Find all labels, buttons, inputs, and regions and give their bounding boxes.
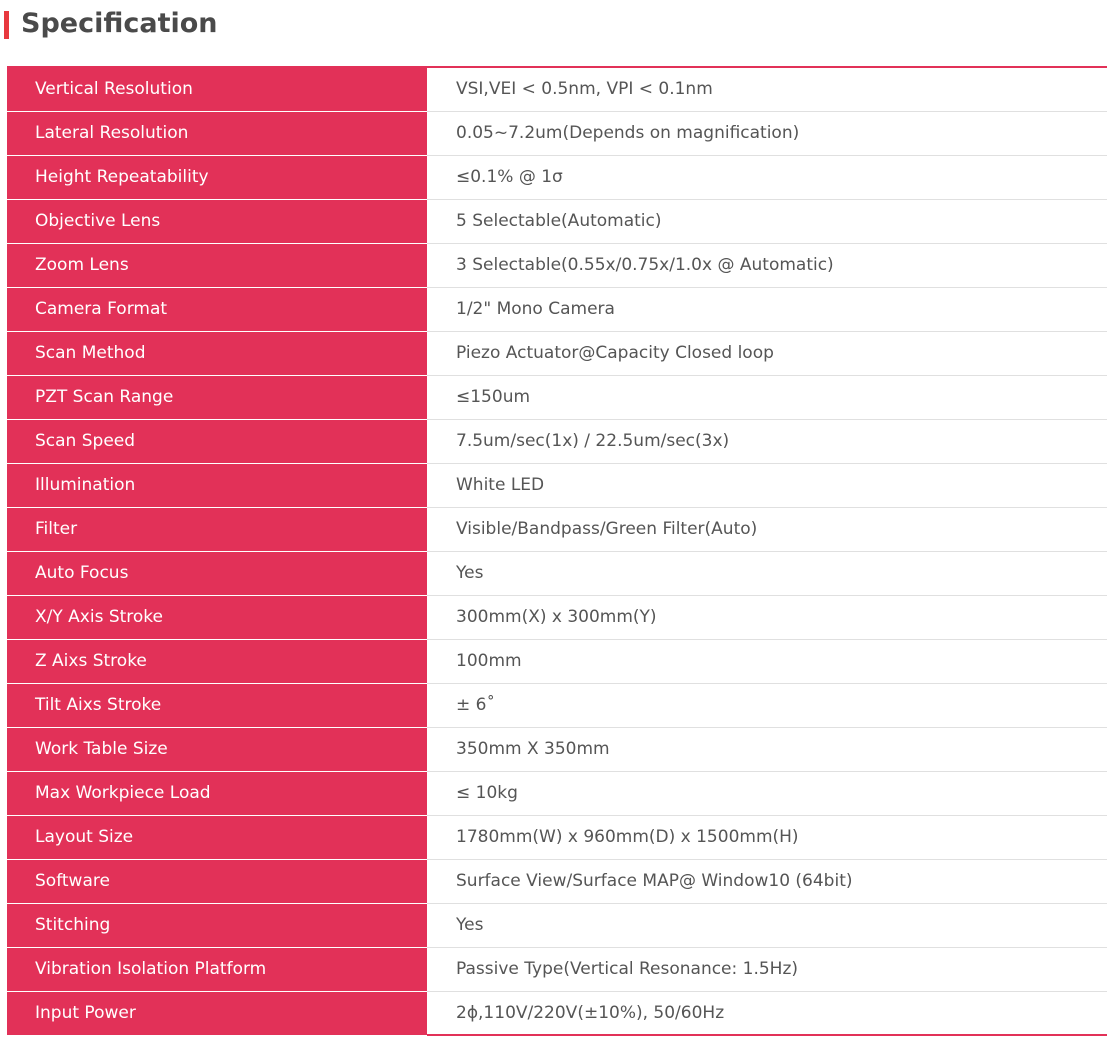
spec-value: 100mm <box>427 639 1107 683</box>
table-row <box>7 287 1107 331</box>
table-row <box>7 551 1107 595</box>
table-row <box>7 947 1107 991</box>
table-row <box>7 463 1107 507</box>
table-row <box>7 331 1107 375</box>
spec-label: PZT Scan Range <box>7 375 427 419</box>
spec-value: ≤ 10kg <box>427 771 1107 815</box>
spec-value: 5 Selectable(Automatic) <box>427 199 1107 243</box>
table-row <box>7 375 1107 419</box>
table-row <box>7 243 1107 287</box>
spec-label: Height Repeatability <box>7 155 427 199</box>
spec-label: Input Power <box>7 991 427 1035</box>
table-row <box>7 507 1107 551</box>
spec-label: Z Aixs Stroke <box>7 639 427 683</box>
table-row <box>7 859 1107 903</box>
spec-value: 2ɸ,110V/220V(±10%), 50/60Hz <box>427 991 1107 1035</box>
spec-label: Vibration Isolation Platform <box>7 947 427 991</box>
spec-label: Layout Size <box>7 815 427 859</box>
spec-value: VSI,VEI < 0.5nm, VPI < 0.1nm <box>427 67 1107 111</box>
table-row <box>7 639 1107 683</box>
table-row <box>7 111 1107 155</box>
spec-label: X/Y Axis Stroke <box>7 595 427 639</box>
spec-value: 7.5um/sec(1x) / 22.5um/sec(3x) <box>427 419 1107 463</box>
table-row <box>7 815 1107 859</box>
spec-value: ≤0.1% @ 1σ <box>427 155 1107 199</box>
specification-table <box>7 66 1107 1036</box>
spec-label: Zoom Lens <box>7 243 427 287</box>
table-row <box>7 771 1107 815</box>
spec-label: Lateral Resolution <box>7 111 427 155</box>
spec-value: Surface View/Surface MAP@ Window10 (64bit) <box>427 859 1107 903</box>
table-row <box>7 727 1107 771</box>
spec-value: 1780mm(W) x 960mm(D) x 1500mm(H) <box>427 815 1107 859</box>
table-row <box>7 991 1107 1035</box>
table-row <box>7 903 1107 947</box>
page-title: Specification <box>21 8 218 39</box>
spec-value: 0.05~7.2um(Depends on magnification) <box>427 111 1107 155</box>
spec-value: 1/2" Mono Camera <box>427 287 1107 331</box>
table-row <box>7 419 1107 463</box>
table-row <box>7 199 1107 243</box>
table-row <box>7 683 1107 727</box>
spec-label: Auto Focus <box>7 551 427 595</box>
spec-label: Filter <box>7 507 427 551</box>
spec-value: 300mm(X) x 300mm(Y) <box>427 595 1107 639</box>
spec-label: Scan Method <box>7 331 427 375</box>
spec-label: Camera Format <box>7 287 427 331</box>
section-header <box>0 0 1114 50</box>
spec-value: Piezo Actuator@Capacity Closed loop <box>427 331 1107 375</box>
spec-value: ± 6˚ <box>427 683 1107 727</box>
spec-label: Stitching <box>7 903 427 947</box>
spec-value: Visible/Bandpass/Green Filter(Auto) <box>427 507 1107 551</box>
spec-label: Illumination <box>7 463 427 507</box>
spec-label: Objective Lens <box>7 199 427 243</box>
table-row <box>7 67 1107 111</box>
title-accent-bar <box>4 11 9 39</box>
spec-value: 3 Selectable(0.55x/0.75x/1.0x @ Automatic) <box>427 243 1107 287</box>
spec-label: Vertical Resolution <box>7 67 427 111</box>
spec-label: Tilt Aixs Stroke <box>7 683 427 727</box>
spec-value: 350mm X 350mm <box>427 727 1107 771</box>
spec-label: Work Table Size <box>7 727 427 771</box>
table-row <box>7 155 1107 199</box>
spec-value: Yes <box>427 903 1107 947</box>
spec-label: Max Workpiece Load <box>7 771 427 815</box>
spec-label: Software <box>7 859 427 903</box>
spec-value: Yes <box>427 551 1107 595</box>
spec-value: White LED <box>427 463 1107 507</box>
spec-value: ≤150um <box>427 375 1107 419</box>
spec-label: Scan Speed <box>7 419 427 463</box>
table-row <box>7 595 1107 639</box>
spec-value: Passive Type(Vertical Resonance: 1.5Hz) <box>427 947 1107 991</box>
